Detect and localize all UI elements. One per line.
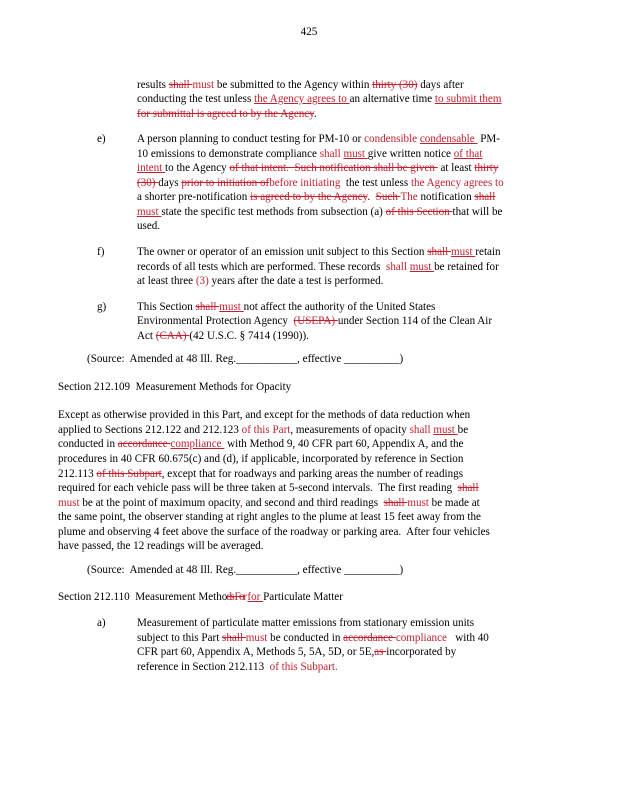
text-segment: at least three bbox=[137, 275, 196, 288]
deleted-text: as bbox=[374, 646, 387, 659]
text-segment: be made at bbox=[431, 496, 480, 509]
section-heading bbox=[58, 380, 618, 395]
text-segment: A person planning to conduct testing for PM-10 or bbox=[137, 133, 365, 146]
text-line bbox=[58, 481, 588, 496]
text-line bbox=[137, 260, 578, 275]
text-segment: to the Agency bbox=[165, 162, 230, 175]
text-segment: 212.113 bbox=[58, 467, 97, 480]
deleted-text: shall bbox=[474, 191, 496, 204]
text-line bbox=[58, 380, 618, 395]
subsection-text bbox=[137, 132, 578, 234]
subsection-label: f) bbox=[97, 246, 105, 259]
revised-text: before initiating bbox=[269, 176, 344, 189]
text-line bbox=[137, 92, 578, 107]
deleted-text: thirty (30) bbox=[372, 78, 418, 91]
subsection-text bbox=[137, 616, 578, 674]
deleted-text: (30) bbox=[137, 176, 159, 189]
subsection-label: a) bbox=[97, 616, 106, 629]
deleted-text: ds For bbox=[226, 591, 246, 604]
deleted-text: shall bbox=[195, 300, 220, 313]
text-line bbox=[137, 190, 578, 205]
deleted-text: shall bbox=[427, 246, 451, 259]
text-line bbox=[137, 660, 578, 675]
text-segment: PM- bbox=[477, 133, 500, 146]
deleted-text: shall bbox=[457, 482, 479, 495]
inserted-text: must bbox=[409, 260, 435, 273]
text-segment: The owner or operator of an emission unit subject to this Section bbox=[137, 246, 428, 259]
document-content bbox=[0, 78, 618, 675]
section-heading bbox=[58, 590, 618, 605]
text-segment: Environmental Protection Agency bbox=[137, 315, 294, 328]
text-segment: be submitted to the Agency within bbox=[216, 78, 373, 91]
text-segment: 10 emissions to demonstrate compliance bbox=[137, 147, 320, 160]
text-line bbox=[137, 176, 578, 191]
text-segment: days bbox=[158, 176, 182, 189]
inserted-text: compliance bbox=[170, 438, 225, 451]
text-segment: Section 212.109 Measurement Methods for Opacity bbox=[58, 380, 292, 393]
text-segment: give written notice bbox=[367, 147, 454, 160]
deleted-text: for submittal is agreed to by the Agency bbox=[137, 107, 315, 120]
text-line bbox=[137, 245, 578, 260]
text-line bbox=[58, 437, 588, 452]
subsection-label: e) bbox=[97, 133, 106, 146]
text-segment: incorporated by bbox=[386, 646, 457, 659]
source-line bbox=[87, 352, 618, 367]
page-number: 425 bbox=[300, 26, 318, 38]
revised-text: compliance bbox=[395, 631, 450, 644]
text-segment: an alternative time bbox=[349, 93, 435, 106]
deleted-text: of this Subpart bbox=[96, 467, 162, 480]
revised-text: shall bbox=[386, 260, 410, 273]
text-segment: (Source: Amended at 48 Ill. Reg.___________, effective __________) bbox=[87, 563, 404, 576]
text-line bbox=[137, 161, 578, 176]
text-segment: with 40 bbox=[449, 631, 489, 644]
text-segment: years after the date a test is performed. bbox=[211, 275, 384, 288]
text-segment: and second and third readings bbox=[242, 496, 384, 509]
text-line bbox=[58, 525, 588, 540]
text-line bbox=[58, 590, 618, 605]
subsection-paragraph bbox=[97, 132, 578, 234]
source-line bbox=[87, 563, 618, 578]
text-segment: notification bbox=[420, 191, 475, 204]
inserted-text: must bbox=[450, 246, 476, 259]
revised-text: condensible bbox=[364, 133, 420, 146]
text-segment: with Method 9, 40 CFR part 60, Appendix A, and the bbox=[224, 438, 464, 451]
text-line bbox=[58, 510, 588, 525]
paragraph-continuation bbox=[137, 78, 578, 122]
text-line bbox=[58, 496, 588, 511]
text-segment: Act bbox=[137, 329, 156, 342]
inserted-text: of that bbox=[453, 147, 483, 160]
text-segment: plume and observing 4 feet above the surface of the roadway or parking area. After four vehicles bbox=[58, 525, 490, 538]
inserted-text: must bbox=[219, 300, 244, 313]
inserted-text: the Agency agrees to bbox=[254, 93, 350, 106]
text-segment: Measurement of particulate matter emissions from stationary emission units bbox=[137, 616, 475, 629]
text-line bbox=[137, 147, 578, 162]
text-segment: be bbox=[457, 423, 469, 436]
text-segment: , except that for roadways and parking areas the number of readings bbox=[161, 467, 464, 480]
revised-text: shall bbox=[319, 147, 344, 160]
inserted-text: must bbox=[433, 423, 458, 436]
text-segment: retain bbox=[475, 246, 501, 259]
text-segment: procedures in 40 CFR 60.675(c) and (d), if applicable, incorporated by reference in Section bbox=[58, 453, 464, 466]
text-segment: CFR part 60, Appendix A, Methods 5, 5A, 5D, or 5E, bbox=[137, 646, 375, 659]
text-segment: used. bbox=[137, 220, 161, 233]
deleted-text: Such bbox=[375, 191, 401, 204]
text-line bbox=[137, 107, 578, 122]
text-line bbox=[137, 219, 578, 234]
text-segment: that will be bbox=[452, 205, 503, 218]
revised-text: must bbox=[245, 631, 271, 644]
deleted-text: shall bbox=[222, 631, 246, 644]
revised-text: shall bbox=[409, 423, 434, 436]
deleted-text: accordance bbox=[343, 631, 396, 644]
subsection-text bbox=[137, 245, 578, 289]
text-segment: a shorter pre-notification bbox=[137, 191, 251, 204]
text-line bbox=[58, 539, 588, 554]
subsection-text bbox=[137, 300, 578, 344]
inserted-text: must bbox=[343, 147, 368, 160]
inserted-text: for bbox=[247, 591, 264, 604]
text-segment: be at the point of maximum opacity bbox=[82, 496, 240, 509]
paragraph bbox=[58, 408, 588, 553]
text-segment: not affect the authority of the United States bbox=[243, 300, 436, 313]
text-line bbox=[58, 408, 588, 423]
text-segment: (Source: Amended at 48 Ill. Reg.___________, effective __________) bbox=[87, 353, 404, 366]
inserted-text: to submit them bbox=[434, 93, 502, 106]
subsection-label: g) bbox=[97, 300, 107, 313]
revised-text: of this Part bbox=[241, 423, 291, 436]
text-segment: days after bbox=[417, 78, 464, 91]
deleted-text: of that intent. Such notification shall be given bbox=[229, 162, 438, 175]
deleted-text: is agreed to by the Agency bbox=[250, 191, 368, 204]
text-line bbox=[137, 205, 578, 220]
text-segment: results bbox=[137, 78, 169, 91]
text-segment: be retained for bbox=[434, 260, 499, 273]
inserted-text: must bbox=[137, 205, 162, 218]
text-segment: under Section 114 of the Clean Air bbox=[337, 315, 493, 328]
subsection-paragraph bbox=[97, 300, 578, 344]
text-line bbox=[137, 274, 578, 289]
text-line bbox=[137, 616, 578, 631]
text-line bbox=[87, 563, 618, 578]
text-segment: conducting the test unless bbox=[137, 93, 255, 106]
text-line bbox=[137, 329, 578, 344]
text-line bbox=[137, 132, 578, 147]
subsection-paragraph bbox=[97, 616, 578, 674]
text-line bbox=[137, 631, 578, 646]
revised-text: the Agency agrees to bbox=[410, 176, 504, 189]
text-segment: at least bbox=[437, 162, 475, 175]
revised-text: (3) bbox=[195, 275, 212, 288]
inserted-text: intent bbox=[137, 162, 166, 175]
inserted-text: condensable bbox=[419, 133, 478, 146]
text-line bbox=[58, 452, 588, 467]
deleted-text: shall bbox=[168, 78, 193, 91]
text-line bbox=[58, 467, 588, 482]
text-line bbox=[137, 78, 578, 93]
text-segment: the same point, the observer standing at right angles to the plume at least 15 feet away from the bbox=[58, 511, 481, 524]
text-segment: This Section bbox=[137, 300, 196, 313]
text-segment: be conducted in bbox=[270, 631, 344, 644]
text-segment: . bbox=[314, 107, 317, 120]
text-line bbox=[87, 352, 618, 367]
revised-text: of this Subpart. bbox=[269, 660, 338, 673]
text-segment: subject to this Part bbox=[137, 631, 223, 644]
text-segment: . bbox=[367, 191, 376, 204]
deleted-text: (USEPA) bbox=[293, 315, 338, 328]
text-line bbox=[137, 300, 578, 315]
text-segment: required for each vehicle pass will be three taken at 5-second intervals. The first reading bbox=[58, 482, 458, 495]
revised-text: must bbox=[192, 78, 217, 91]
revised-text: must bbox=[58, 496, 83, 509]
subsection-paragraph bbox=[97, 245, 578, 289]
deleted-text: thirty bbox=[474, 162, 499, 175]
text-segment: , measurements of opacity bbox=[290, 423, 410, 436]
revised-text: , bbox=[240, 496, 243, 509]
revised-text: must bbox=[407, 496, 432, 509]
text-segment: Particulate Matter bbox=[263, 591, 343, 604]
text-segment: state the specific test methods from subsection (a) bbox=[161, 205, 386, 218]
text-segment: reference in Section 212.113 bbox=[137, 660, 270, 673]
text-segment: Except as otherwise provided in this Part, and except for the methods of data reduction when bbox=[58, 409, 471, 422]
deleted-text: accordance bbox=[117, 438, 171, 451]
deleted-text: of this Section bbox=[385, 205, 453, 218]
text-segment: records of all tests which are performed. These records bbox=[137, 260, 386, 273]
text-line bbox=[137, 645, 578, 660]
text-segment: (42 U.S.C. § 7414 (1990)). bbox=[189, 329, 309, 342]
text-segment: the test unless bbox=[343, 176, 411, 189]
text-line bbox=[137, 314, 578, 329]
text-segment: conducted in bbox=[58, 438, 118, 451]
text-segment: applied to Sections 212.122 and 212.123 bbox=[58, 423, 242, 436]
text-line bbox=[58, 423, 588, 438]
text-segment: have passed, the 12 readings will be averaged. bbox=[58, 540, 264, 553]
revised-text: The bbox=[400, 191, 421, 204]
text-segment: Section 212.110 Measurement Metho bbox=[58, 591, 228, 604]
deleted-text: shall bbox=[383, 496, 408, 509]
deleted-text: (CAA) bbox=[155, 329, 190, 342]
deleted-text: prior to initiation of bbox=[181, 176, 270, 189]
